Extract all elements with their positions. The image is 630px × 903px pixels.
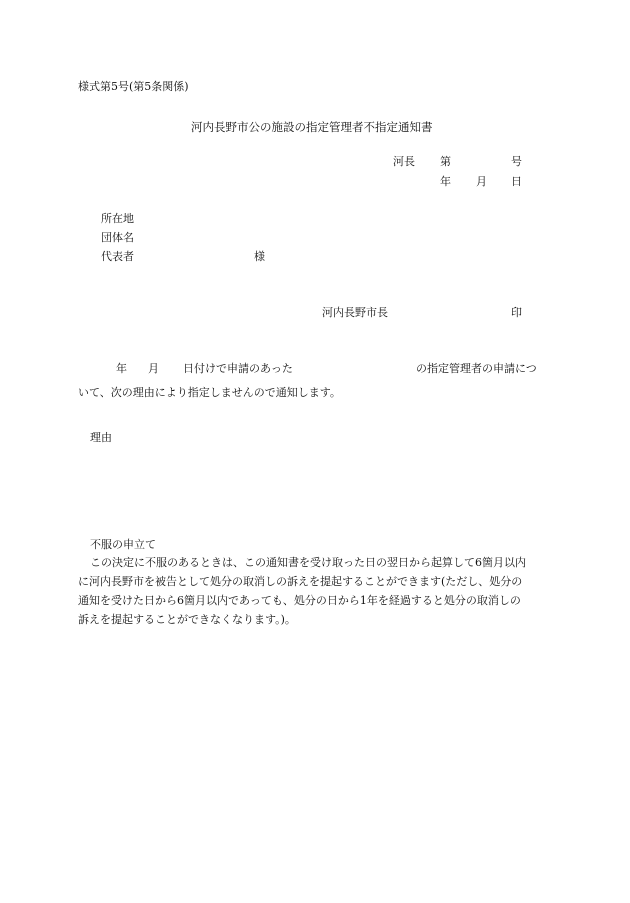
doc-number-prefix: 河長 [393,155,415,168]
body-application-text: 日付けで申請のあった [183,362,293,375]
organization-label: 団体名 [101,231,134,244]
document-title: 河内長野市公の施設の指定管理者不指定通知書 [191,120,433,134]
seal-mark: 印 [511,306,522,319]
body-tail-text: の指定管理者の申請につ [416,362,537,375]
doc-number-go: 号 [511,155,522,168]
honorific: 様 [254,250,265,263]
body-year: 年 [116,362,127,375]
appeal-line: 訴えを提起することができなくなります。)。 [78,613,296,626]
body-line-2: いて、次の理由により指定しませんので通知します。 [78,386,341,399]
body-month: 月 [148,362,159,375]
representative-label: 代表者 [101,250,134,263]
address-label: 所在地 [101,212,134,225]
appeal-line: に河内長野市を被告として処分の取消しの訴えを提起することができます(ただし、処分の [78,575,523,588]
form-number: 様式第5号(第5条関係) [78,80,189,93]
date-month: 月 [476,175,487,188]
date-day: 日 [511,175,522,188]
appeal-line: 通知を受けた日から6箇月以内であっても、処分の日から1年を経過すると処分の取消しの [78,594,521,607]
reason-label: 理由 [90,431,112,444]
appeal-text [78,553,550,629]
doc-number-dai: 第 [440,155,451,168]
appeal-line: この決定に不服のあるときは、この通知書を受け取った日の翌日から起算して6箇月以内 [90,556,526,569]
sender-name: 河内長野市長 [322,306,388,319]
date-year: 年 [440,175,451,188]
appeal-heading: 不服の申立て [90,538,156,551]
